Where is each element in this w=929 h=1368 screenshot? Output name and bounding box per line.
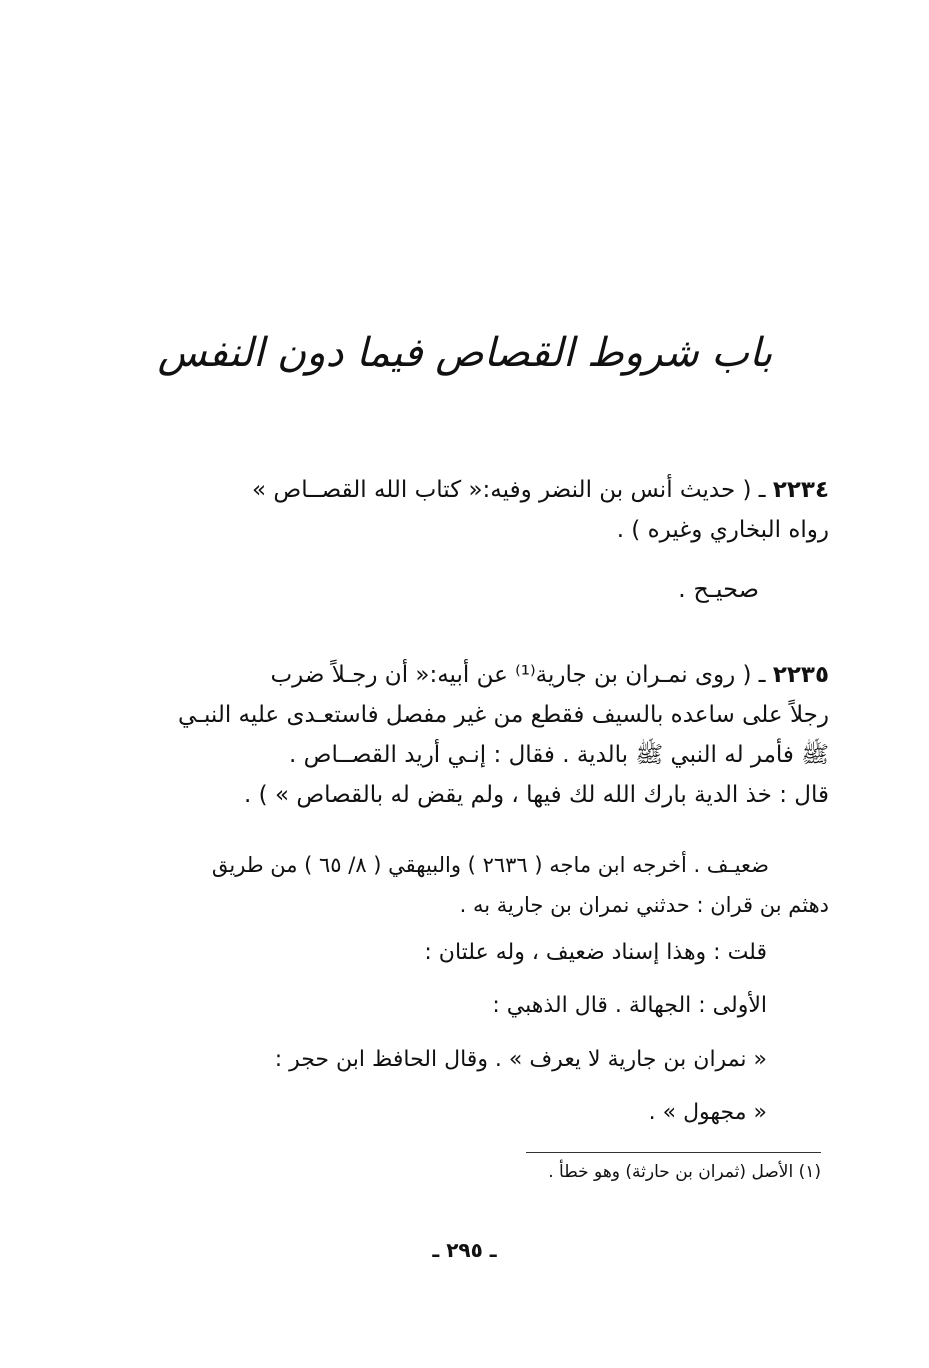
page-number: ـ ٢٩٥ ـ [432,1238,497,1262]
hadith-2235 [154,655,829,815]
note-line-2: الأولى : الجهالة . قال الذهبي : [492,993,767,1018]
takhrij [154,845,829,925]
hadith-2235-line-4: قال : خذ الدية بارك الله لك فيها ، ولم يقض له بالقصاص » ) . [244,782,829,808]
hadith-2234-line-1 [154,470,829,510]
note-line-3: « نمران بن جارية لا يعرف » . وقال الحافظ ابن حجر : [274,1047,767,1072]
hadith-2235-line-3: ﷺ فأمر له النبي ﷺ بالدية . فقال : إنـي أريد القصــاص . [289,742,829,768]
hadith-number: ٢٢٣٤ [772,477,829,503]
note-line-1: قلت : وهذا إسناد ضعيف ، وله علتان : [424,940,767,965]
chapter-title: باب شروط القصاص فيما دون النفس [157,330,773,376]
hadith-number: ٢٢٣٥ [772,662,829,688]
takhrij-line-1: ضعيـف . أخرجه ابن ماجه ( ٢٦٣٦ ) والبيهقي ( ٨/ ٦٥ ) من طريق [211,853,769,877]
footnote-divider [526,1152,821,1153]
takhrij-line-2: دهثم بن قران : حدثني نمران بن جارية به . [459,893,829,917]
footnote: (١) الأصل (ثمران بن حارثة) وهو خطأ . [548,1162,821,1182]
note-line-4: « مجهول » . [648,1100,767,1125]
hadith-2235-line-2: رجلاً على ساعده بالسيف فقطع من غير مفصل فاستعـدى عليه النبـي [178,702,829,728]
hadith-text: ـ ( روى نمـران بن جارية⁽¹⁾ عن أبيه:« أن رجـلاً ضرب [270,662,766,688]
hadith-2234-grade: صحيـح . [678,575,759,603]
hadith-text: ـ ( حديث أنس بن النضر وفيه:« كتاب الله القصــاص » [252,477,766,503]
hadith-2234-line-2: رواه البخاري وغيره ) . [616,517,829,543]
hadith-2234 [154,470,829,550]
hadith-2235-line-1 [154,655,829,695]
